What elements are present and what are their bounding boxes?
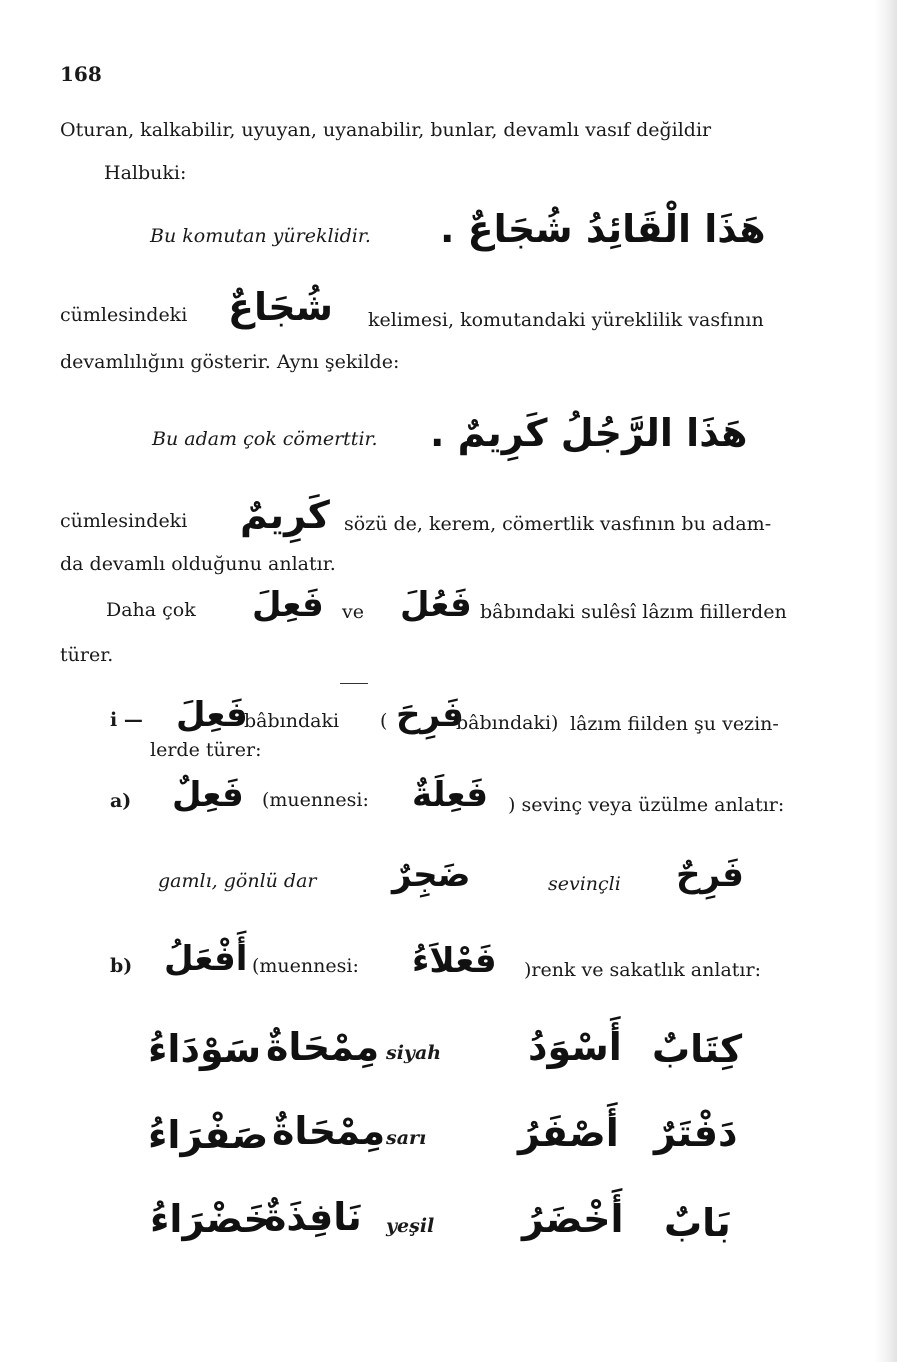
table-row-2-arabic-2: مِمْحَاةٌ <box>272 1109 386 1153</box>
line-7-middle: ve <box>342 601 364 623</box>
table-row-1-arabic-2: مِمْحَاةٌ <box>266 1025 380 1069</box>
section-i-paren: ( <box>380 710 388 732</box>
item-b-label: b) <box>110 955 133 977</box>
table-row-1-arabic-3: أَسْوَدُ <box>528 1025 622 1069</box>
table-row-1-arabic-1: سَوْدَاءُ <box>148 1027 262 1071</box>
item-b-arabic-1: أَفْعَلُ <box>164 939 248 979</box>
item-b-end: )renk ve sakatlık anlatır: <box>524 959 761 981</box>
line-3-arabic: شُجَاعٌ <box>228 285 333 329</box>
line-3-start: cümlesindeki <box>60 304 188 326</box>
line-2: Halbuki: <box>104 162 187 184</box>
table-row-3-turkish: yeşil <box>386 1215 435 1237</box>
table-row-3-arabic-3: أَخْضَرُ <box>522 1197 624 1241</box>
section-i-text-a: bâbındaki <box>244 710 340 732</box>
table-row-1-arabic-4: كِتَابٌ <box>652 1027 743 1071</box>
table-row-2-arabic-1: صَفْرَاءُ <box>148 1113 269 1157</box>
example-2-arabic: هَذَا الرَّجُلُ كَرِيمٌ . <box>430 411 748 455</box>
table-row-3-arabic-2: نَافِذَةٌ <box>264 1195 362 1239</box>
example-1-arabic: هَذَا الْقَائِدُ شُجَاعٌ . <box>440 207 766 251</box>
line-3-end: kelimesi, komutandaki yüreklilik vasfının <box>368 309 764 331</box>
page-number: 168 <box>60 62 102 86</box>
section-i-text-d: lerde türer: <box>150 739 262 761</box>
line-8: türer. <box>60 644 114 666</box>
page-edge-shadow <box>875 0 897 1362</box>
example-3-turkish-2: sevinçli <box>548 873 621 895</box>
section-i-arabic-2: فَرِحَ <box>396 695 464 735</box>
table-row-1-turkish: siyah <box>386 1042 442 1064</box>
line-5-end: sözü de, kerem, cömertlik vasfının bu adam- <box>344 513 772 535</box>
example-1-turkish: Bu komutan yüreklidir. <box>150 225 371 247</box>
line-5-arabic: كَرِيمٌ <box>240 493 330 537</box>
line-7-end: bâbındaki sulêsî lâzım fiillerden <box>480 601 787 623</box>
item-a-middle: (muennesi: <box>262 789 369 811</box>
section-i-text-b: bâbındaki) <box>456 712 559 734</box>
item-a-arabic-1: فَعِلٌ <box>172 775 244 815</box>
line-7-arabic-1: فَعِلَ <box>252 585 324 625</box>
section-i-text-c: lâzım fiilden şu vezin- <box>570 713 779 735</box>
table-row-2-arabic-3: أَصْفَرُ <box>518 1111 619 1155</box>
table-row-3-arabic-1: خَضْرَاءُ <box>150 1197 271 1241</box>
margin-mark <box>340 683 368 684</box>
line-1: Oturan, kalkabilir, uyuyan, uyanabilir, bunlar, devamlı vasıf değildir <box>60 119 712 141</box>
item-b-middle: (muennesi: <box>252 955 359 977</box>
line-7-arabic-2: فَعُلَ <box>400 585 472 625</box>
line-7-start: Daha çok <box>106 599 196 621</box>
table-row-2-arabic-4: دَفْتَرٌ <box>654 1111 738 1155</box>
table-row-2-turkish: sarı <box>386 1127 427 1149</box>
example-3-arabic-1: ضَجِرٌ <box>392 855 471 895</box>
item-a-arabic-2: فَعِلَةٌ <box>412 775 488 815</box>
section-i-label: i — <box>110 709 143 731</box>
line-4: devamlılığını gösterir. Aynı şekilde: <box>60 351 400 373</box>
example-3-turkish-1: gamlı, gönlü dar <box>158 870 317 892</box>
section-i-arabic-1: فَعِلَ <box>176 695 248 735</box>
item-b-arabic-2: فَعْلاَءُ <box>412 941 497 981</box>
example-3-arabic-2: فَرِحٌ <box>676 855 744 895</box>
example-2-turkish: Bu adam çok cömerttir. <box>152 428 378 450</box>
table-row-3-arabic-4: بَابٌ <box>664 1201 731 1245</box>
item-a-label: a) <box>110 790 132 812</box>
line-5-start: cümlesindeki <box>60 510 188 532</box>
item-a-end: ) sevinç veya üzülme anlatır: <box>508 794 785 816</box>
line-6: da devamlı olduğunu anlatır. <box>60 553 336 575</box>
